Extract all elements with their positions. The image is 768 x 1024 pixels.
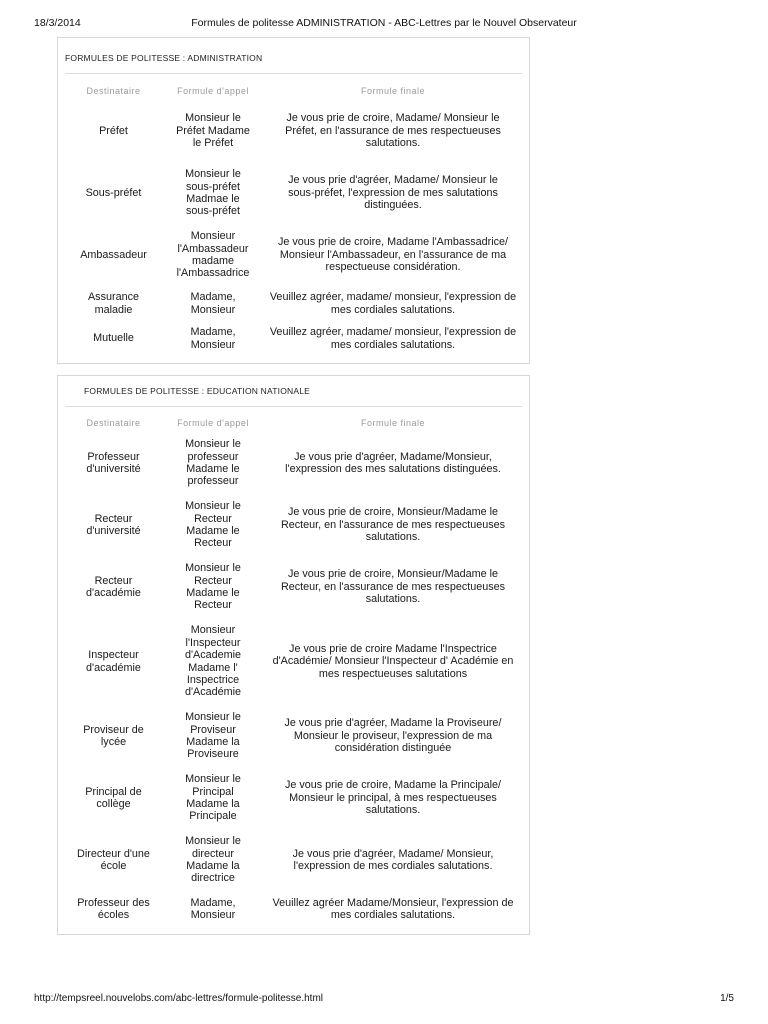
cell-finale: Je vous prie d'agréer, Madame la Proviseure/ Monsieur le proviseur, l'expression de ma considération distinguée	[284, 717, 502, 755]
cell-destinataire: Professeur d'université	[86, 450, 141, 475]
cell-destinataire: Principal de collège	[85, 785, 142, 810]
cell-finale: Je vous prie d'agréer, Madame/ Monsieur, l'expression de mes cordiales salutations.	[292, 847, 494, 872]
cell-appel: Madame, Monsieur	[190, 326, 236, 351]
cell-finale: Je vous prie de croire Madame l'Inspectrice d'Académie/ Monsieur l'Inspecteur d' Académie en mes respectueuses salutations	[272, 642, 514, 680]
table-row	[65, 705, 522, 767]
column-header-appel: Formule d'appel	[177, 417, 249, 428]
cell-appel: Monsieur l'Inspecteur d'Academie Madame l' Inspectrice d'Académie	[184, 624, 242, 699]
print-date: 18/3/2014	[34, 17, 81, 29]
table-row	[65, 432, 522, 494]
column-header-finale: Formule finale	[360, 417, 426, 428]
education-title: FORMULES DE POLITESSE : EDUCATION NATIONALE	[84, 386, 311, 396]
print-page-title: Formules de politesse ADMINISTRATION - ABC-Lettres par le Nouvel Observateur	[191, 17, 577, 29]
table-row	[65, 767, 522, 829]
cell-destinataire: Ambassadeur	[80, 248, 147, 261]
cell-destinataire: Recteur d'université	[86, 512, 141, 537]
cell-finale: Je vous prie de croire, Madame la Principale/ Monsieur le principal, à mes respectueuses salutations.	[284, 779, 502, 817]
cell-appel: Monsieur le Proviseur Madame la Proviseure	[185, 711, 241, 761]
administration-card	[57, 37, 530, 364]
column-header-appel: Formule d'appel	[177, 85, 249, 96]
print-header	[34, 17, 734, 31]
page-number: 1/5	[720, 993, 734, 1004]
print-footer	[34, 993, 734, 1007]
table-header-row	[65, 413, 522, 432]
cell-finale: Veuillez agréer, madame/ monsieur, l'expression de mes cordiales salutations.	[269, 326, 517, 351]
cell-appel: Madame, Monsieur	[190, 291, 236, 316]
cell-finale: Je vous prie de croire, Madame/ Monsieur le Préfet, en l'assurance de mes respectueuses salutations.	[285, 112, 501, 150]
cell-finale: Je vous prie de croire, Madame l'Ambassadrice/ Monsieur l'Ambassadeur, en l'assurance de ma respectueuse considération.	[277, 236, 509, 274]
cell-appel: Madame, Monsieur	[190, 896, 236, 921]
administration-table	[65, 81, 522, 356]
table-row	[65, 494, 522, 556]
cell-appel: Monsieur le Recteur Madame le Recteur	[185, 500, 241, 550]
cell-destinataire: Préfet	[99, 124, 128, 137]
cell-destinataire: Professeur des écoles	[77, 896, 150, 921]
cell-destinataire: Mutuelle	[93, 332, 134, 345]
divider	[65, 406, 522, 407]
column-header-destinataire: Destinataire	[86, 417, 141, 428]
cell-appel: Monsieur le Recteur Madame le Recteur	[185, 562, 241, 612]
table-row	[65, 618, 522, 705]
cell-destinataire: Assurance maladie	[87, 291, 139, 316]
cell-destinataire: Directeur d'une école	[77, 847, 150, 872]
cell-finale: Je vous prie d'agréer, Madame/Monsieur, l'expression des mes salutations distinguées.	[285, 450, 501, 475]
divider	[65, 73, 522, 74]
cell-appel: Monsieur le Principal Madame la Principale	[185, 773, 241, 823]
cell-appel: Monsieur le sous-préfet Madmae le sous-préfet	[185, 168, 241, 218]
table-row	[65, 224, 522, 286]
table-row	[65, 162, 522, 224]
table-header-row	[65, 81, 522, 100]
cell-destinataire: Inspecteur d'académie	[86, 649, 141, 674]
column-header-finale: Formule finale	[360, 85, 426, 96]
education-card	[57, 375, 530, 935]
administration-title: FORMULES DE POLITESSE : ADMINISTRATION	[65, 53, 263, 63]
cell-destinataire: Proviseur de lycée	[83, 723, 144, 748]
table-row	[65, 891, 522, 927]
cell-finale: Je vous prie de croire, Monsieur/Madame le Recteur, en l'assurance de mes respectueuses salutations.	[280, 506, 506, 544]
cell-finale: Je vous prie d'agréer, Madame/ Monsieur le sous-préfet, l'expression de mes salutations distinguées.	[288, 174, 498, 212]
table-row	[65, 556, 522, 618]
table-row	[65, 321, 522, 356]
cell-destinataire: Recteur d'académie	[86, 574, 141, 599]
table-row	[65, 829, 522, 891]
print-url: http://tempsreel.nouvelobs.com/abc-lettres/formule-politesse.html	[34, 993, 324, 1004]
cell-appel: Monsieur le professeur Madame le professeur	[185, 438, 241, 488]
table-row	[65, 286, 522, 321]
cell-appel: Monsieur le directeur Madame la directrice	[185, 835, 241, 885]
table-row	[65, 100, 522, 162]
cell-appel: Monsieur le Préfet Madame le Préfet	[176, 112, 250, 150]
cell-finale: Veuillez agréer, madame/ monsieur, l'expression de mes cordiales salutations.	[269, 291, 517, 316]
column-header-destinataire: Destinataire	[86, 85, 141, 96]
cell-finale: Veuillez agréer Madame/Monsieur, l'expression de mes cordiales salutations.	[272, 896, 514, 921]
cell-appel: Monsieur l'Ambassadeur madame l'Ambassadrice	[176, 230, 250, 280]
cell-destinataire: Sous-préfet	[85, 186, 142, 199]
education-table	[65, 413, 522, 927]
cell-finale: Je vous prie de croire, Monsieur/Madame le Recteur, en l'assurance de mes respectueuses salutations.	[280, 568, 506, 606]
